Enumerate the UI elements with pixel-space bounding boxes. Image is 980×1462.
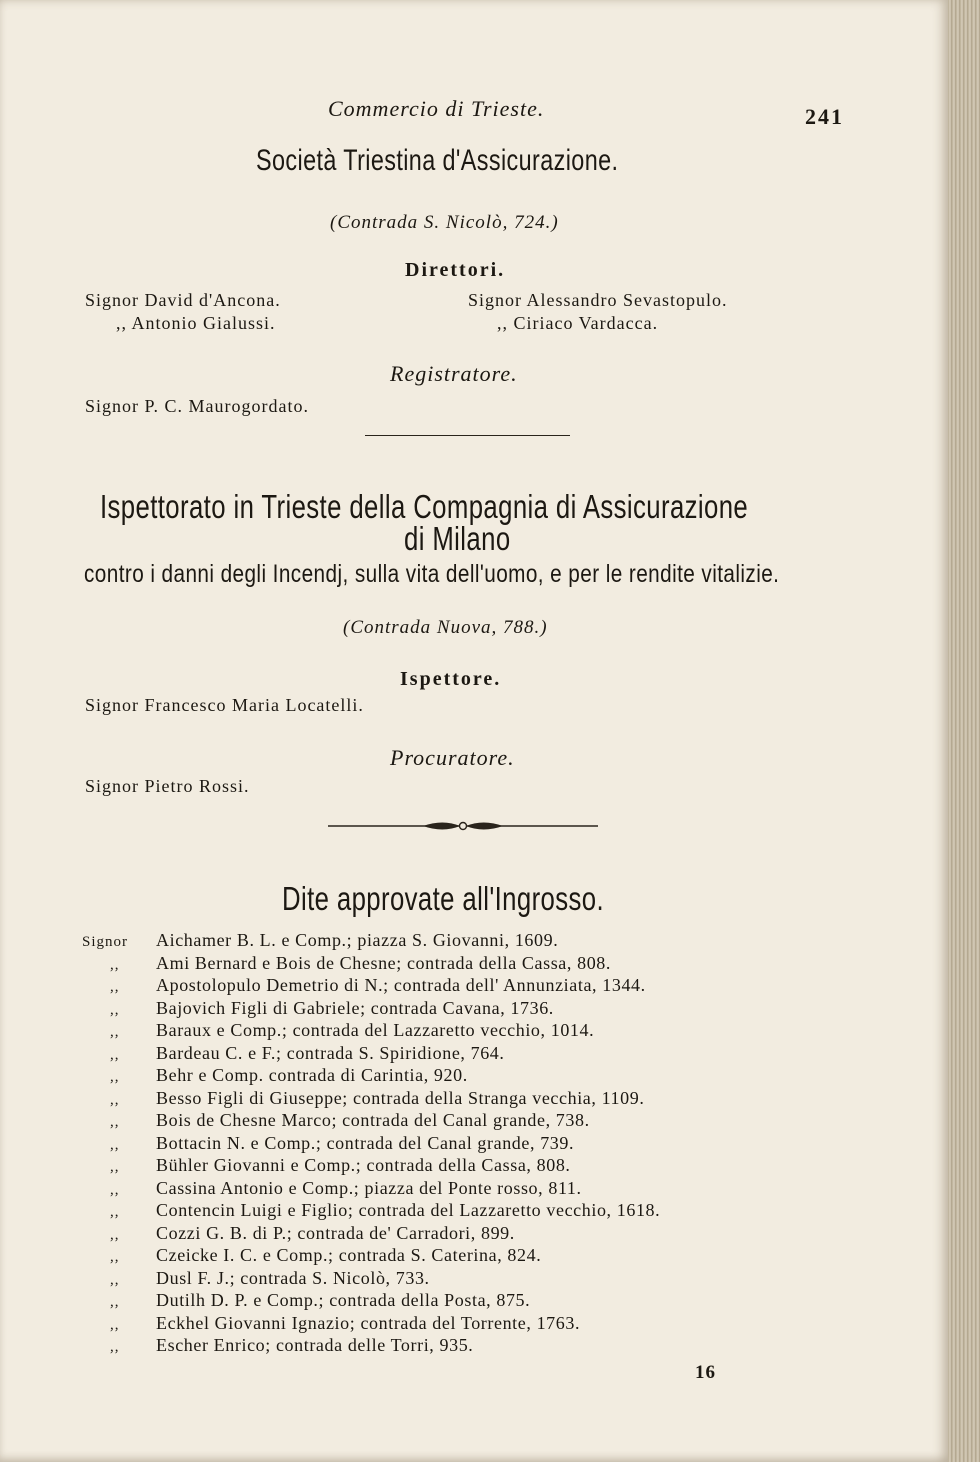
ditto-mark: ,, — [110, 1339, 120, 1355]
list-item-text: Dusl F. J.; contrada S. Nicolò, 733. — [156, 1267, 430, 1288]
ditto-mark: ,, — [110, 956, 120, 973]
ditto-mark: ,, — [110, 1024, 120, 1040]
list-item-text: Apostolopulo Demetrio di N.; contrada dell' Annunziata, 1344. — [156, 975, 646, 995]
address-societa: (Contrada S. Nicolò, 724.) — [330, 212, 559, 233]
ditto-mark: ,, — [110, 1114, 120, 1130]
ditto-mark: ,, — [110, 1226, 120, 1243]
list-item — [82, 1245, 541, 1267]
list-item-text: Cozzi G. B. di P.; contrada de' Carradori, 899. — [156, 1222, 515, 1243]
section-divider-rule — [365, 435, 570, 436]
list-item-text: Eckhel Giovanni Ignazio; contrada del Torrente, 1763. — [156, 1312, 581, 1333]
list-item-text: Behr e Comp. contrada di Carintia, 920. — [156, 1065, 468, 1085]
ditto-mark: ,, — [110, 1271, 120, 1288]
list-item-text: Ami Bernard e Bois de Chesne; contrada della Cassa, 808. — [156, 952, 611, 973]
list-item — [82, 998, 554, 1020]
address-ispettorato: (Contrada Nuova, 788.) — [343, 617, 548, 638]
list-item — [82, 1088, 644, 1110]
list-item — [82, 1133, 574, 1155]
list-item — [82, 953, 611, 975]
list-item — [82, 1223, 515, 1245]
list-item — [82, 1313, 580, 1335]
ditto-mark: ,, — [110, 1204, 120, 1220]
section-subtitle-ispettorato: contro i danni degli Incendj, sulla vita dell'uomo, e per le rendite vitalizie. — [84, 560, 780, 588]
list-item-text: Bottacin N. e Comp.; contrada del Canal grande, 739. — [156, 1132, 575, 1153]
list-item-text: Escher Enrico; contrada delle Torri, 935. — [156, 1335, 474, 1355]
director-right-1: Signor Alessandro Sevastopulo. — [468, 290, 728, 310]
ditto-mark: ,, — [110, 1159, 120, 1175]
ditto-mark: ,, — [110, 1136, 120, 1153]
section-title-ispettorato-line1: Ispettorato in Trieste della Compagnia di Assicurazione — [100, 488, 749, 525]
ornamental-divider — [328, 818, 598, 834]
signature-mark: 16 — [695, 1362, 716, 1383]
director-left-1: Signor David d'Ancona. — [85, 290, 281, 310]
ditto-mark: ,, — [110, 1181, 120, 1198]
list-item — [82, 1268, 430, 1290]
list-item — [82, 1043, 505, 1065]
director-right-2: ,, Ciriaco Vardacca. — [497, 313, 659, 333]
list-item-text: Bühler Giovanni e Comp.; contrada della Cassa, 808. — [156, 1155, 571, 1175]
list-item — [82, 1065, 468, 1087]
list-item-text: Bardeau C. e F.; contrada S. Spiridione, 764. — [156, 1042, 505, 1063]
ditto-mark: ,, — [110, 1091, 120, 1108]
ditto-mark: ,, — [110, 1069, 120, 1085]
list-item — [82, 1110, 590, 1132]
list-item — [82, 1020, 594, 1042]
list-item — [82, 1155, 571, 1177]
heading-registratore: Registratore. — [390, 361, 518, 386]
ditto-mark: ,, — [110, 979, 120, 995]
list-item-text: Baraux e Comp.; contrada del Lazzaretto vecchio, 1014. — [156, 1020, 595, 1040]
list-item — [82, 1290, 530, 1312]
ditto-mark: ,, — [110, 1294, 120, 1310]
list-item-prefix: Signor — [82, 934, 129, 950]
section-title-ispettorato-line2: di Milano — [404, 520, 511, 557]
list-item — [82, 975, 646, 997]
ditto-mark: ,, — [110, 1001, 120, 1018]
list-item-text: Besso Figli di Giuseppe; contrada della Stranga vecchia, 1109. — [156, 1087, 645, 1108]
page-edge-stack — [948, 0, 980, 1462]
list-item-text: Cassina Antonio e Comp.; piazza del Ponte rosso, 811. — [156, 1177, 582, 1198]
list-item-text: Contencin Luigi e Figlio; contrada del Lazzaretto vecchio, 1618. — [156, 1200, 661, 1220]
page-number: 241 — [805, 104, 844, 129]
running-header-title: Commercio di Trieste. — [328, 96, 545, 121]
heading-ispettore: Ispettore. — [400, 668, 502, 690]
ditto-mark: ,, — [110, 1316, 120, 1333]
heading-direttori: Direttori. — [405, 259, 506, 281]
list-item — [82, 930, 558, 952]
director-left-2: ,, Antonio Gialussi. — [116, 313, 276, 333]
list-item-text: Dutilh D. P. e Comp.; contrada della Posta, 875. — [156, 1290, 531, 1310]
procurator-name: Signor Pietro Rossi. — [85, 776, 250, 796]
list-item — [82, 1335, 473, 1357]
heading-procuratore: Procuratore. — [390, 745, 515, 770]
list-item-text: Aichamer B. L. e Comp.; piazza S. Giovanni, 1609. — [156, 930, 559, 950]
inspector-name: Signor Francesco Maria Locatelli. — [85, 695, 364, 715]
section-title-dite: Dite approvate all'Ingrosso. — [282, 880, 605, 917]
ditto-mark: ,, — [110, 1249, 120, 1265]
list-item-text: Bajovich Figli di Gabriele; contrada Cavana, 1736. — [156, 997, 554, 1018]
list-item-text: Czeicke I. C. e Comp.; contrada S. Caterina, 824. — [156, 1245, 542, 1265]
list-item — [82, 1178, 582, 1200]
list-item-text: Bois de Chesne Marco; contrada del Canal grande, 738. — [156, 1110, 590, 1130]
list-item — [82, 1200, 660, 1222]
ditto-mark: ,, — [110, 1046, 120, 1063]
registrar-name: Signor P. C. Maurogordato. — [85, 396, 309, 416]
section-title-societa: Società Triestina d'Assicurazione. — [256, 144, 619, 177]
